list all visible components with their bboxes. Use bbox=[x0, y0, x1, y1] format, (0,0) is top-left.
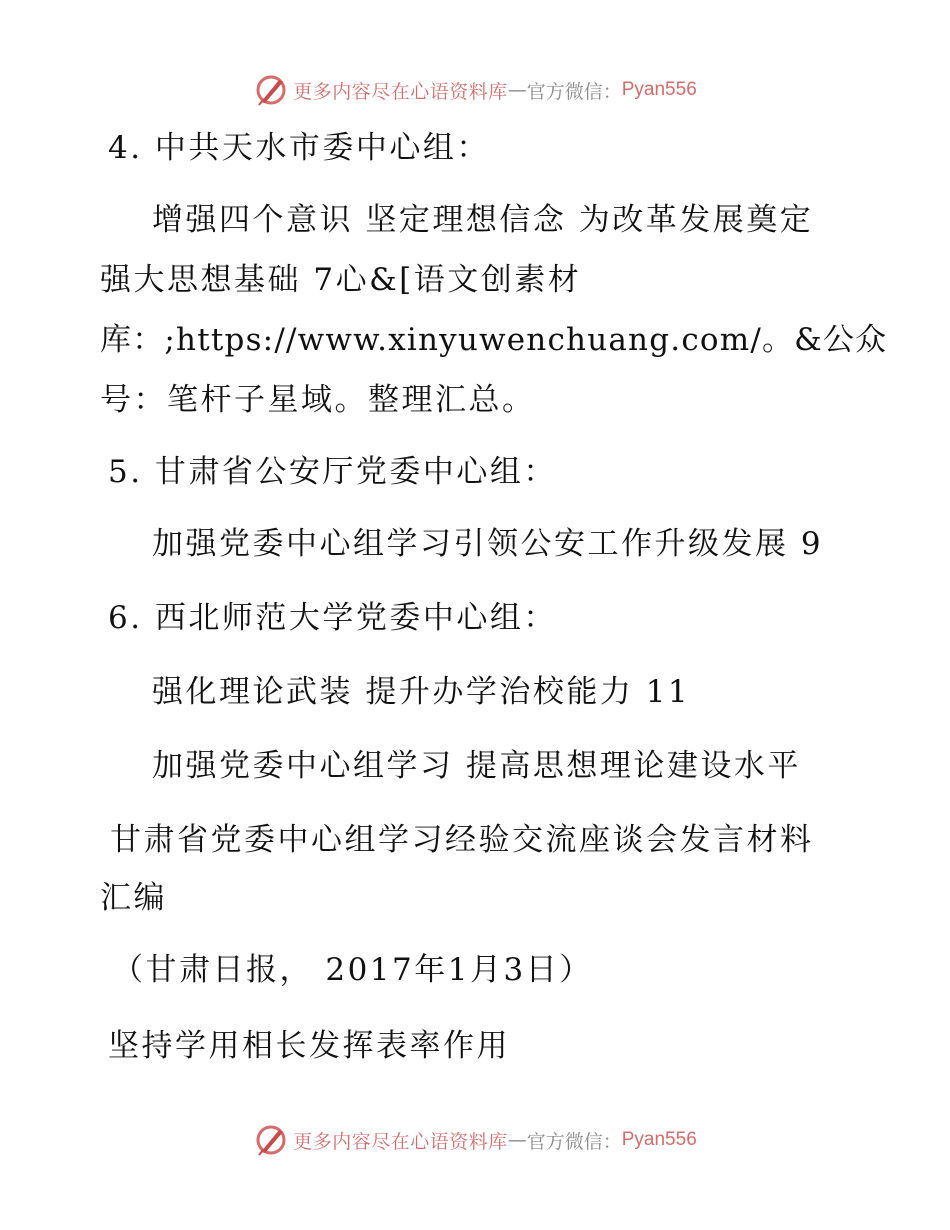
watermark-wechat-label: 官方微信： bbox=[526, 80, 622, 103]
watermark-separator: — bbox=[507, 1129, 527, 1151]
toc-entry-6-title: 强化理论武装 提升办学治校能力 11 bbox=[152, 674, 691, 710]
toc-entry-4-heading: 4. 中共天水市委中心组： bbox=[108, 130, 490, 166]
toc-entry-4-title: 增强四个意识 坚定理想信念 为改革发展奠定 bbox=[152, 202, 814, 238]
toc-entry-5-heading: 5. 甘肃省公安厅党委中心组： bbox=[108, 454, 557, 490]
article-heading: 坚持学用相长发挥表率作用 bbox=[108, 1028, 510, 1064]
watermark-site-text: 更多内容尽在心语资料库 bbox=[293, 1130, 508, 1153]
source-note-line-cont: 号：笔杆子星域。整理汇总。 bbox=[100, 382, 536, 418]
toc-entry-4-title-cont: 强大思想基础 7心&[语文创素材 bbox=[100, 262, 582, 298]
toc-entry-6-subtitle: 加强党委中心组学习 提高思想理论建设水平 bbox=[152, 748, 801, 784]
source-note-line: 库：;https://www.xinyuwenchuang.com/。&公众 bbox=[100, 322, 888, 358]
watermark-wechat-id: Pyan556 bbox=[621, 79, 697, 100]
watermark-site-text: 更多内容尽在心语资料库 bbox=[293, 80, 508, 103]
watermark-separator: — bbox=[507, 79, 527, 101]
section-title: 甘肃省党委中心组学习经验交流座谈会发言材料 bbox=[110, 822, 814, 858]
toc-entry-5-title: 加强党委中心组学习引领公安工作升级发展 9 bbox=[152, 526, 824, 562]
quill-pen-circle-icon bbox=[253, 72, 289, 108]
footer-watermark bbox=[0, 1120, 950, 1160]
watermark-wechat-id: Pyan556 bbox=[621, 1129, 697, 1150]
toc-entry-6-heading: 6. 西北师范大学党委中心组： bbox=[108, 600, 557, 636]
section-title-cont: 汇编 bbox=[100, 880, 167, 916]
watermark-wechat-label: 官方微信： bbox=[526, 1130, 622, 1153]
source-dateline: （甘肃日报， 2017年1月3日） bbox=[112, 952, 593, 988]
quill-pen-circle-icon bbox=[253, 1122, 289, 1158]
header-watermark bbox=[0, 70, 950, 110]
